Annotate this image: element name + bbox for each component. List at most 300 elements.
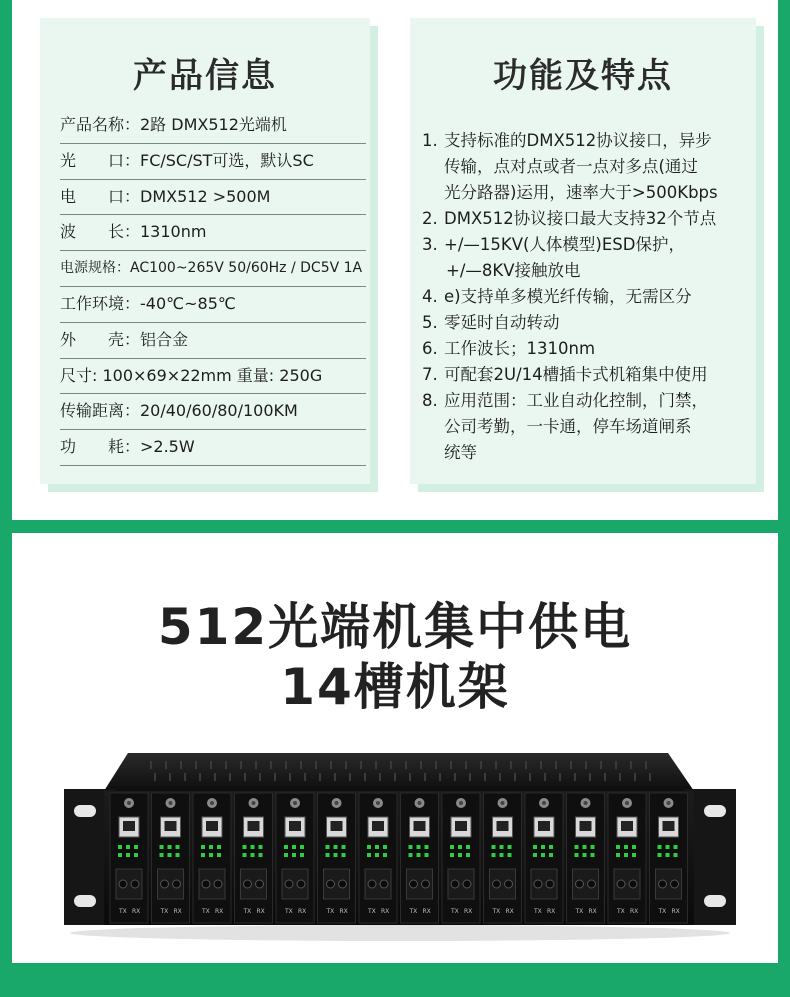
- card-faceplate: [318, 793, 356, 923]
- card-faceplate: [567, 793, 605, 923]
- tx-port-label: TX: [617, 908, 625, 915]
- card-faceplate: [235, 793, 273, 923]
- vent-slot: [255, 761, 257, 769]
- status-led: [342, 853, 346, 857]
- tx-port-label: TX: [160, 908, 169, 915]
- vent-slot: [570, 761, 572, 769]
- thumb-screw-center: [667, 801, 671, 805]
- fiber-tx-socket: [202, 880, 210, 888]
- rj45-port-opening: [455, 821, 467, 831]
- card-faceplate: [525, 793, 563, 923]
- spec-row-environment: 工作环境：-40℃~85℃: [60, 287, 366, 323]
- vent-slot: [154, 773, 156, 781]
- vent-slot: [334, 773, 336, 781]
- status-led: [466, 845, 470, 849]
- fiber-tx-socket: [327, 880, 335, 888]
- card-slot: [650, 793, 688, 923]
- vent-slot: [289, 773, 291, 781]
- status-led: [217, 853, 221, 857]
- status-led: [383, 853, 387, 857]
- product-info-title: 产品信息: [133, 56, 277, 96]
- rj45-port-opening: [248, 821, 260, 831]
- spec-row-electrical-port: 电 口：DMX512 >500M: [60, 180, 366, 216]
- status-led: [533, 853, 537, 857]
- left-mount-hole-top: [74, 805, 96, 817]
- fiber-tx-socket: [451, 880, 459, 888]
- status-led: [118, 845, 122, 849]
- vent-slot: [379, 773, 381, 781]
- status-led: [334, 853, 338, 857]
- vent-slot: [424, 773, 426, 781]
- vent-slot: [604, 773, 606, 781]
- vent-slot: [330, 761, 332, 769]
- thumb-screw-center: [459, 801, 463, 805]
- rj45-port-opening: [621, 821, 633, 831]
- vent-slot: [285, 761, 287, 769]
- status-led: [217, 845, 221, 849]
- rack-chassis-image: [58, 745, 742, 945]
- rx-port-label: RX: [173, 908, 182, 915]
- vent-slot: [169, 773, 171, 781]
- fiber-tx-socket: [493, 880, 501, 888]
- vent-slot: [540, 761, 542, 769]
- status-led: [367, 853, 371, 857]
- status-led: [666, 845, 670, 849]
- status-led: [466, 853, 470, 857]
- feature-text-line: 统等: [444, 443, 477, 462]
- vent-slot: [409, 773, 411, 781]
- vent-slot: [225, 761, 227, 769]
- status-led: [492, 845, 496, 849]
- thumb-screw-center: [625, 801, 629, 805]
- card-faceplate: [276, 793, 314, 923]
- vent-slot: [469, 773, 471, 781]
- vent-slot: [345, 761, 347, 769]
- vent-slot: [619, 773, 621, 781]
- fiber-rx-socket: [131, 880, 139, 888]
- fiber-rx-socket: [588, 880, 596, 888]
- status-led: [176, 853, 180, 857]
- feature-text-line: +/—15KV(人体模型)ESD保护，: [444, 235, 685, 254]
- vent-slot: [555, 761, 557, 769]
- tx-port-label: TX: [243, 908, 252, 915]
- vent-slot: [585, 761, 587, 769]
- status-led: [209, 853, 213, 857]
- tx-port-label: TX: [451, 908, 459, 915]
- rx-port-label: RX: [671, 908, 680, 915]
- rx-port-label: RX: [132, 908, 141, 915]
- feature-item: [422, 284, 752, 310]
- status-led: [209, 845, 213, 849]
- feature-text-line: 可配套2U/14槽插卡式机箱集中使用: [444, 365, 708, 384]
- vent-slot: [274, 773, 276, 781]
- status-led: [243, 853, 247, 857]
- card-slot: [359, 793, 397, 923]
- vent-slot: [544, 773, 546, 781]
- status-led: [674, 845, 678, 849]
- card-faceplate: [401, 793, 439, 923]
- vent-slot: [244, 773, 246, 781]
- status-led: [134, 853, 138, 857]
- card-faceplate: [110, 793, 148, 923]
- vent-slot: [439, 773, 441, 781]
- vent-slot: [510, 761, 512, 769]
- status-led: [375, 853, 379, 857]
- spec-row-housing: 外 壳：铝合金: [60, 323, 366, 359]
- feature-text-line: e)支持单多模光纤传输，无需区分: [444, 287, 692, 306]
- vent-slot: [405, 761, 407, 769]
- status-led: [591, 845, 595, 849]
- status-led: [500, 853, 504, 857]
- feature-text-line: 公司考勤，一卡通，停车场道闸系: [444, 417, 692, 436]
- tx-port-label: TX: [575, 908, 584, 915]
- tx-port-label: TX: [409, 908, 418, 915]
- feature-item: [422, 388, 752, 466]
- rj45-port-opening: [206, 821, 218, 831]
- fiber-rx-socket: [629, 880, 637, 888]
- vent-slot: [630, 761, 632, 769]
- thumb-screw-center: [501, 801, 505, 805]
- spec-list: [60, 108, 366, 466]
- feature-number: 8.: [422, 391, 438, 410]
- status-led: [300, 845, 304, 849]
- status-led: [624, 853, 628, 857]
- status-led: [292, 845, 296, 849]
- status-led: [583, 853, 587, 857]
- vent-slot: [574, 773, 576, 781]
- rj45-port-opening: [165, 821, 177, 831]
- card-slot: [110, 793, 148, 923]
- card-faceplate: [359, 793, 397, 923]
- rx-port-label: RX: [464, 908, 473, 915]
- rj45-port-opening: [123, 821, 135, 831]
- status-led: [342, 845, 346, 849]
- feature-text-line: 应用范围：工业自动化控制，门禁，: [444, 391, 708, 410]
- vent-slot: [450, 761, 452, 769]
- status-led: [575, 845, 579, 849]
- vent-slot: [240, 761, 242, 769]
- card-faceplate: [442, 793, 480, 923]
- right-mount-hole-bottom: [704, 895, 726, 907]
- status-led: [425, 853, 429, 857]
- status-led: [126, 845, 130, 849]
- status-led: [409, 853, 413, 857]
- card-slot: [567, 793, 605, 923]
- fiber-tx-socket: [368, 880, 376, 888]
- vent-slot: [375, 761, 377, 769]
- fiber-tx-socket: [410, 880, 418, 888]
- fiber-rx-socket: [463, 880, 471, 888]
- card-slot: [318, 793, 356, 923]
- vent-slot: [210, 761, 212, 769]
- tx-port-label: TX: [368, 908, 376, 915]
- rx-port-label: RX: [505, 908, 514, 915]
- status-led: [334, 845, 338, 849]
- fiber-rx-socket: [671, 880, 679, 888]
- rx-port-label: RX: [630, 908, 639, 915]
- status-led: [508, 853, 512, 857]
- status-led: [284, 853, 288, 857]
- vent-slot: [645, 761, 647, 769]
- card-faceplate: [484, 793, 522, 923]
- spec-row-consumption: 功 耗：>2.5W: [60, 430, 366, 466]
- vent-slot: [364, 773, 366, 781]
- status-led: [632, 845, 636, 849]
- status-led: [425, 845, 429, 849]
- card-slot: [152, 793, 190, 923]
- feature-number: 4.: [422, 287, 438, 306]
- feature-number: 6.: [422, 339, 438, 358]
- vent-slot: [270, 761, 272, 769]
- rx-port-label: RX: [256, 908, 265, 915]
- promo-headline: 512光端机集中供电: [157, 598, 633, 656]
- thumb-screw-center: [293, 801, 297, 805]
- spec-row-wavelength: 波 长：1310nm: [60, 215, 366, 251]
- vent-slot: [195, 761, 197, 769]
- status-led: [160, 853, 164, 857]
- card-slot: [525, 793, 563, 923]
- vent-slot: [480, 761, 482, 769]
- status-led: [417, 845, 421, 849]
- feature-item: [422, 206, 752, 232]
- fiber-rx-socket: [173, 880, 181, 888]
- status-led: [500, 845, 504, 849]
- status-led: [383, 845, 387, 849]
- rj45-port-opening: [414, 821, 426, 831]
- vent-slot: [559, 773, 561, 781]
- thumb-screw-center: [169, 801, 173, 805]
- fiber-tx-socket: [285, 880, 293, 888]
- card-faceplate: [650, 793, 688, 923]
- card-faceplate: [608, 793, 646, 923]
- vent-slot: [184, 773, 186, 781]
- features-panel: [410, 18, 756, 484]
- status-led: [575, 853, 579, 857]
- feature-text-line: DMX512协议接口最大支持32个节点: [444, 209, 717, 228]
- tx-port-label: TX: [202, 908, 210, 915]
- thumb-screw-center: [376, 801, 380, 805]
- feature-number: 7.: [422, 365, 438, 384]
- status-led: [326, 853, 330, 857]
- vent-slot: [199, 773, 201, 781]
- feature-number: 1.: [422, 131, 438, 150]
- feature-text-line: 支持标准的DMX512协议接口，异步: [444, 131, 712, 150]
- rj45-port-opening: [372, 821, 384, 831]
- feature-list: [422, 128, 752, 466]
- feature-item: [422, 362, 752, 388]
- status-led: [616, 845, 620, 849]
- vent-slot: [435, 761, 437, 769]
- card-faceplate: [193, 793, 231, 923]
- rx-port-label: RX: [588, 908, 597, 915]
- vent-slot: [390, 761, 392, 769]
- rx-port-label: RX: [339, 908, 348, 915]
- feature-text-line: 工作波长；1310nm: [444, 339, 596, 358]
- product-info-section: [12, 0, 778, 520]
- fiber-tx-socket: [161, 880, 169, 888]
- status-led: [666, 853, 670, 857]
- status-led: [658, 853, 662, 857]
- status-led: [375, 845, 379, 849]
- status-led: [508, 845, 512, 849]
- chassis-top: [104, 753, 694, 791]
- feature-item: [422, 310, 752, 336]
- status-led: [591, 853, 595, 857]
- feature-item: [422, 128, 752, 206]
- thumb-screw-center: [252, 801, 256, 805]
- card-slot: [401, 793, 439, 923]
- right-mount-hole-top: [704, 805, 726, 817]
- status-led: [409, 845, 413, 849]
- status-led: [168, 845, 172, 849]
- vent-slot: [514, 773, 516, 781]
- card-slot: [276, 793, 314, 923]
- thumb-screw-center: [335, 801, 339, 805]
- fiber-rx-socket: [505, 880, 513, 888]
- status-led: [624, 845, 628, 849]
- vent-slot: [649, 773, 651, 781]
- spec-row-optical-port: 光 口：FC/SC/ST可选，默认SC: [60, 144, 366, 180]
- fiber-tx-socket: [576, 880, 584, 888]
- fiber-rx-socket: [297, 880, 305, 888]
- left-mount-hole-bottom: [74, 895, 96, 907]
- spec-row-distance: 传输距离：20/40/60/80/100KM: [60, 394, 366, 430]
- status-led: [201, 853, 205, 857]
- card-slot: [442, 793, 480, 923]
- feature-number: 2.: [422, 209, 438, 228]
- status-led: [450, 845, 454, 849]
- status-led: [417, 853, 421, 857]
- vent-slot: [259, 773, 261, 781]
- fiber-rx-socket: [422, 880, 430, 888]
- status-led: [259, 845, 263, 849]
- status-led: [583, 845, 587, 849]
- card-slot: [193, 793, 231, 923]
- status-led: [126, 853, 130, 857]
- fiber-rx-socket: [214, 880, 222, 888]
- fiber-tx-socket: [617, 880, 625, 888]
- status-led: [118, 853, 122, 857]
- fiber-rx-socket: [256, 880, 264, 888]
- rx-port-label: RX: [298, 908, 307, 915]
- status-led: [251, 853, 255, 857]
- promo-section: [12, 533, 778, 963]
- tx-port-label: TX: [658, 908, 667, 915]
- vent-slot: [315, 761, 317, 769]
- rj45-port-opening: [538, 821, 550, 831]
- vent-slot: [454, 773, 456, 781]
- rx-port-label: RX: [547, 908, 556, 915]
- fiber-rx-socket: [546, 880, 554, 888]
- feature-number: 5.: [422, 313, 438, 332]
- tx-port-label: TX: [119, 908, 127, 915]
- status-led: [176, 845, 180, 849]
- status-led: [243, 845, 247, 849]
- vent-slot: [420, 761, 422, 769]
- status-led: [259, 853, 263, 857]
- vent-slot: [229, 773, 231, 781]
- rj45-port-opening: [331, 821, 343, 831]
- status-led: [492, 853, 496, 857]
- status-led: [458, 853, 462, 857]
- vent-slot: [465, 761, 467, 769]
- vent-slot: [300, 761, 302, 769]
- feature-number: 3.: [422, 235, 438, 254]
- vent-slot: [319, 773, 321, 781]
- status-led: [367, 845, 371, 849]
- status-led: [549, 853, 553, 857]
- fiber-tx-socket: [119, 880, 127, 888]
- status-led: [533, 845, 537, 849]
- status-led: [632, 853, 636, 857]
- status-led: [658, 845, 662, 849]
- vent-slot: [150, 761, 152, 769]
- status-led: [458, 845, 462, 849]
- rx-port-label: RX: [422, 908, 431, 915]
- rx-port-label: RX: [215, 908, 224, 915]
- status-led: [300, 853, 304, 857]
- spec-row-size-weight: 尺寸: 100×69×22mm 重量: 250G: [60, 359, 366, 395]
- spec-row-power: 电源规格：AC100~265V 50/60Hz / DC5V 1A: [60, 251, 366, 287]
- tx-port-label: TX: [534, 908, 542, 915]
- vent-slot: [484, 773, 486, 781]
- status-led: [541, 853, 545, 857]
- feature-text-line: 传输，点对点或者一点对多点(通过: [444, 157, 698, 176]
- tx-port-label: TX: [326, 908, 335, 915]
- card-slot: [484, 793, 522, 923]
- fiber-rx-socket: [339, 880, 347, 888]
- status-led: [450, 853, 454, 857]
- card-slot: [235, 793, 273, 923]
- vent-slot: [600, 761, 602, 769]
- vent-slot: [165, 761, 167, 769]
- card-faceplate: [152, 793, 190, 923]
- vent-slot: [634, 773, 636, 781]
- vent-slot: [529, 773, 531, 781]
- fiber-tx-socket: [659, 880, 667, 888]
- tx-port-label: TX: [492, 908, 501, 915]
- feature-item: [422, 336, 752, 362]
- rx-port-label: RX: [381, 908, 390, 915]
- vent-slot: [525, 761, 527, 769]
- thumb-screw-center: [584, 801, 588, 805]
- vent-slot: [349, 773, 351, 781]
- vent-slot: [615, 761, 617, 769]
- vent-slot: [304, 773, 306, 781]
- status-led: [292, 853, 296, 857]
- thumb-screw-center: [542, 801, 546, 805]
- fiber-rx-socket: [380, 880, 388, 888]
- status-led: [134, 845, 138, 849]
- thumb-screw-center: [210, 801, 214, 805]
- status-led: [251, 845, 255, 849]
- rj45-port-opening: [497, 821, 509, 831]
- vent-slot: [394, 773, 396, 781]
- rj45-port-opening: [289, 821, 301, 831]
- status-led: [160, 845, 164, 849]
- feature-text-line: 光分路器)运用，速率大于>500Kbps: [444, 183, 718, 202]
- product-info-panel: [40, 18, 370, 484]
- fiber-tx-socket: [244, 880, 252, 888]
- thumb-screw-center: [127, 801, 131, 805]
- features-title: 功能及特点: [493, 56, 673, 96]
- promo-subheadline: 14槽机架: [280, 658, 510, 716]
- status-led: [201, 845, 205, 849]
- status-led: [549, 845, 553, 849]
- status-led: [168, 853, 172, 857]
- status-led: [674, 853, 678, 857]
- vent-slot: [214, 773, 216, 781]
